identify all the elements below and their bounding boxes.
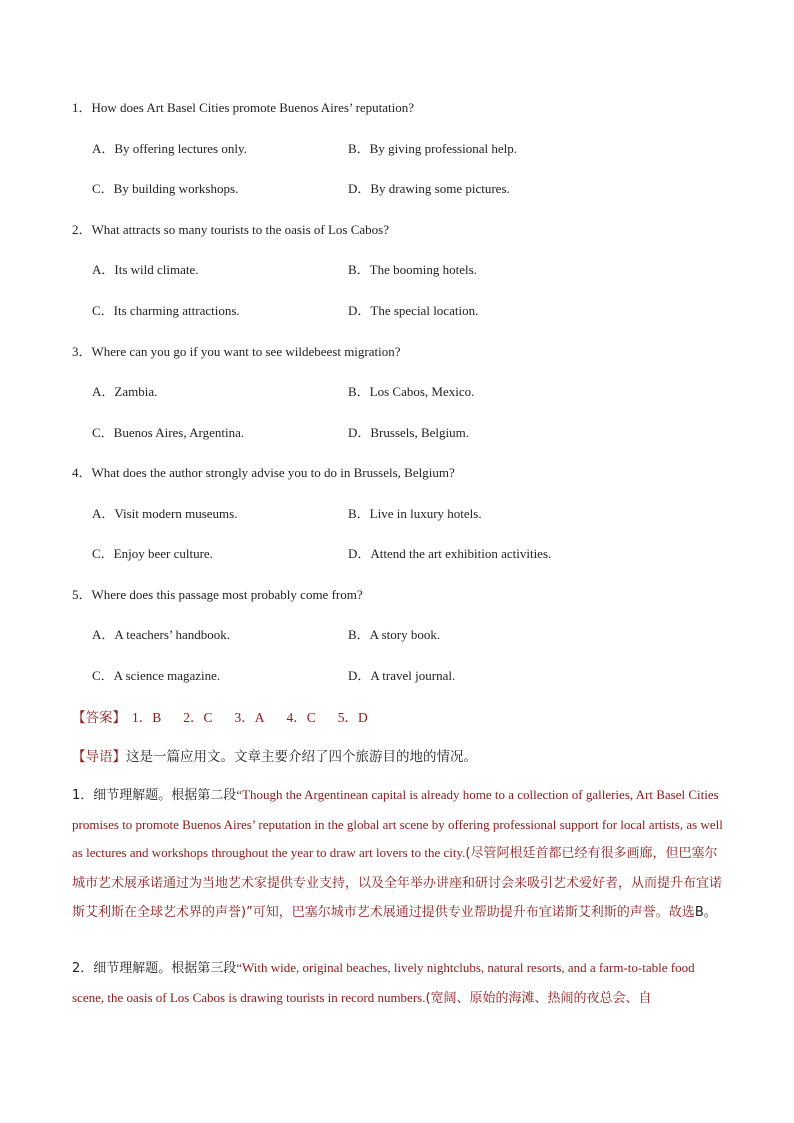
q5-option-d: D．A travel journal.	[348, 668, 456, 683]
q4-option-b: B．Live in luxury hotels.	[348, 506, 482, 521]
answer-item: 5．D	[337, 710, 368, 725]
answer-key	[72, 706, 368, 726]
answer-item: 2．C	[183, 710, 213, 725]
q5-option-c: C．A science magazine.	[92, 668, 221, 683]
question-4: 4．What does the author strongly advise you to do in Brussels, Belgium?	[72, 465, 455, 480]
q5-option-b: B．A story book.	[348, 627, 441, 642]
q3-option-d: D．Brussels, Belgium.	[348, 425, 469, 440]
q3-option-c: C．Buenos Aires, Argentina.	[92, 425, 245, 440]
explanation-2	[72, 954, 724, 1013]
q1-option-d: D．By drawing some pictures.	[348, 181, 510, 196]
explanation-1-label: 1．细节理解题。根据第二段	[72, 788, 237, 803]
q1-option-a: A．By offering lectures only.	[92, 141, 247, 156]
q4-option-d: D．Attend the art exhibition activities.	[348, 546, 552, 561]
explanation-1-translation: (尽管阿根廷首都已经有很多画廊，但巴塞尔城市艺术展承诺通过为当地艺术家提供专业支持，以及全年举办讲座和研讨会来吸引艺术爱好者，从而提升布宜诺斯艾利斯在全球艺术界的声誉)”可知，巴塞尔城市艺术展通过提供专业帮助提升布宜诺斯艾利斯的声誉。故选	[72, 846, 723, 920]
q2-option-d: D．The special location.	[348, 303, 479, 318]
question-3: 3．Where can you go if you want to see wildebeest migration?	[72, 344, 401, 359]
q3-option-b: B．Los Cabos, Mexico.	[348, 384, 475, 399]
q3-option-a: A．Zambia.	[92, 384, 158, 399]
answer-item: 3．A	[234, 710, 265, 725]
question-5: 5．Where does this passage most probably come from?	[72, 587, 363, 602]
q2-option-a: A．Its wild climate.	[92, 262, 199, 277]
guide-text: 这是一篇应用文。文章主要介绍了四个旅游目的地的情况。	[126, 749, 477, 765]
q1-option-c: C．By building workshops.	[92, 181, 239, 196]
answer-item: 1．B	[132, 710, 162, 725]
explanation-1	[72, 781, 724, 928]
explanation-1-quote: “Though the Argentinean capital is already home to a collection of galleries, Art Basel Cities promises to promote Buenos Aires’ reputation in the global art scene by offering professional support for local artists, as well as lectures and workshops throughout the year to draw art lovers to the city.	[72, 787, 723, 860]
q5-option-a: A．A teachers’ handbook.	[92, 627, 231, 642]
question-2: 2．What attracts so many tourists to the oasis of Los Cabos?	[72, 222, 390, 237]
answer-tag: 【答案】	[72, 710, 126, 726]
answer-item: 4．C	[286, 710, 316, 725]
explanation-2-label: 2．细节理解题。根据第三段	[72, 961, 237, 976]
guide-line	[72, 745, 477, 765]
question-1: 1．How does Art Basel Cities promote Buenos Aires’ reputation?	[72, 100, 415, 115]
q2-option-c: C．Its charming attractions.	[92, 303, 240, 318]
explanation-1-choice: B。	[694, 905, 717, 920]
guide-tag: 【导语】	[72, 749, 126, 765]
explanation-2-translation: (宽阔、原始的海滩、热闹的夜总会、自	[425, 990, 652, 1006]
q1-option-b: B．By giving professional help.	[348, 141, 517, 156]
q4-option-a: A．Visit modern museums.	[92, 506, 238, 521]
q2-option-b: B．The booming hotels.	[348, 262, 477, 277]
q4-option-c: C．Enjoy beer culture.	[92, 546, 213, 561]
explanation-2-quote: “With wide, original beaches, lively nightclubs, natural resorts, and a farm-to-table food scene, the oasis of Los Cabos is drawing tourists in record numbers.	[72, 960, 695, 1005]
